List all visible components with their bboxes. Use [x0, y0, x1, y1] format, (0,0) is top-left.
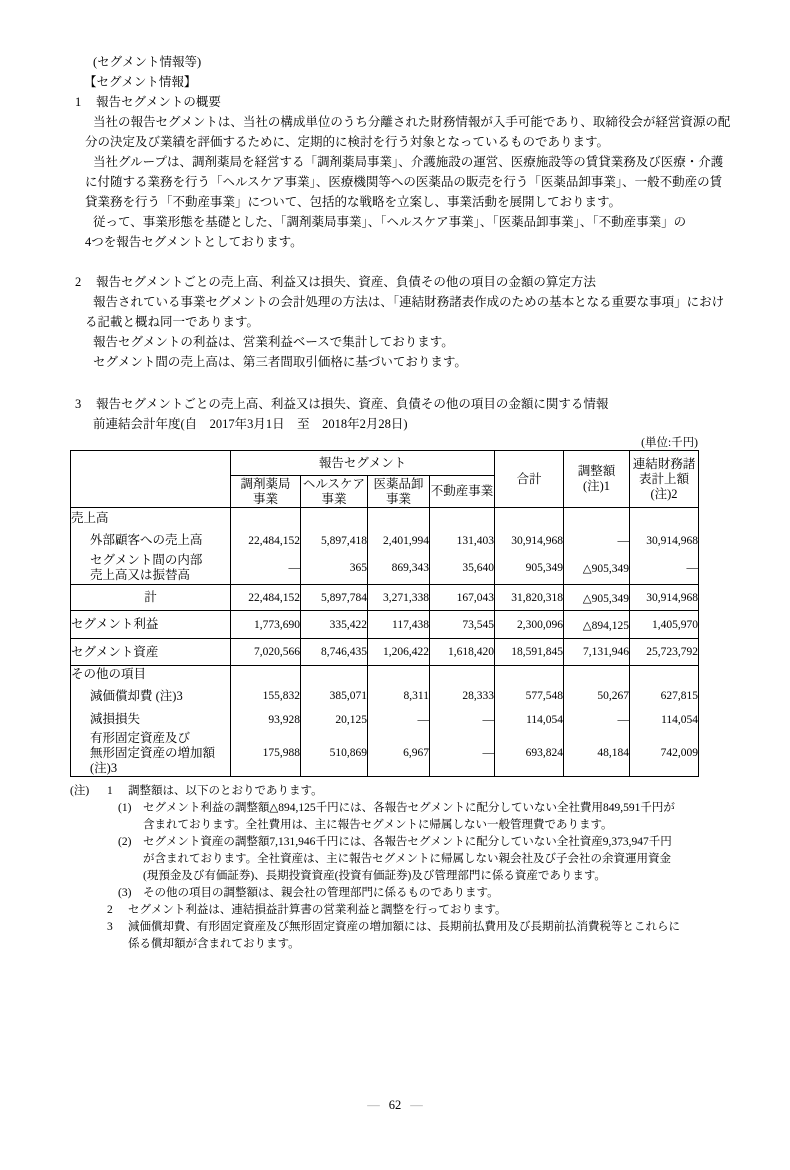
- header-reporting-segments: 報告セグメント: [231, 451, 495, 476]
- page-footer: [0, 1098, 790, 1113]
- paragraph-line: 報告セグメントの利益は、営業利益ベースで集計しております。: [93, 335, 454, 349]
- header-healthcare: ヘルスケア 事業: [301, 476, 368, 508]
- unit-label: (単位:千円): [641, 437, 698, 449]
- document-title: 【セグメント情報】: [84, 75, 197, 89]
- section-1-title: 報告セグメントの概要: [96, 95, 221, 109]
- table-header-row: [71, 451, 699, 476]
- table-row-impairment-loss: 減損損失 93,928 20,125 ― ― 114,054 ― 114,054: [71, 709, 699, 731]
- header-pharmacy: 調剤薬局 事業: [231, 476, 301, 508]
- paragraph-line: 分の決定及び業績を評価するために、定期的に検討を行う対象となっているものであります。: [85, 135, 610, 149]
- note-1-sub-3: (3) その他の項目の調整額は、親会社の管理部門に係るものであります。: [118, 886, 499, 899]
- paragraph-line: 当社の報告セグメントは、当社の構成単位のうち分離された財務情報が入手可能であり、取締役会が経営資源の配: [93, 115, 731, 129]
- note-marker: (注): [70, 784, 90, 797]
- table-row-other-items-section: その他の項目: [71, 666, 699, 684]
- note-3: 3 減価償却費、有形固定資産及び無形固定資産の増加額には、長期前払費用及び長期前払消費税等とこれらに: [107, 920, 680, 933]
- table-row-asset-increase: 有形固定資産及び 無形固定資産の増加額 (注)3 175,988 510,869 6,967 ― 693,824 48,184 742,009: [71, 731, 699, 777]
- section-1-number: 1: [75, 95, 82, 109]
- paragraph-line: 従って、事業形態を基礎とした、「調剤薬局事業」、「ヘルスケア事業」、「医薬品卸事業」、「不動産事業」の: [93, 215, 687, 229]
- note-1: (注) 1 調整額は、以下のとおりであります。: [70, 783, 790, 800]
- section-2-title: 報告セグメントごとの売上高、利益又は損失、資産、負債その他の項目の金額の算定方法: [96, 275, 596, 289]
- header-wholesale: 医薬品卸 事業: [368, 476, 430, 508]
- section-3-heading: [75, 394, 790, 414]
- section-3-title: 報告セグメントごとの売上高、利益又は損失、資産、負債その他の項目の金額に関する情報: [96, 397, 609, 411]
- table-row-segment-assets: セグメント資産 7,020,566 8,746,435 1,206,422 1,618,420 18,591,845 7,131,946 25,723,792: [71, 639, 699, 666]
- paragraph-line: 4つを報告セグメントとしております。: [85, 235, 303, 249]
- footer-dash: ―: [410, 1098, 423, 1112]
- table-row-total-sales: 計 22,484,152 5,897,784 3,271,338 167,043 31,820,318 △905,349 30,914,968: [71, 585, 699, 611]
- section-2-heading: [75, 272, 790, 292]
- paragraph-line: る記載と概ね同一であります。: [85, 315, 260, 329]
- page-number: 62: [388, 1098, 402, 1112]
- table-row-segment-profit: セグメント利益 1,773,690 335,422 117,438 73,545 2,300,096 △894,125 1,405,970: [71, 611, 699, 639]
- table-row-intersegment-sales: セグメント間の内部 売上高又は振替高 ― 365 869,343 35,640 905,349 △905,349 ―: [71, 553, 699, 585]
- section-1-heading: [75, 92, 790, 112]
- note-1-sub-2: (2) セグメント資産の調整額7,131,946千円には、各報告セグメントに配分していない全社資産9,373,947千円: [118, 835, 672, 848]
- document-page: [0, 52, 790, 1170]
- header-blank-cell: [71, 451, 231, 508]
- note-line: 含まれております。全社費用は、主に報告セグメントに帰属しない一般管理費であります。: [143, 818, 613, 831]
- segment-table: [70, 450, 699, 777]
- footer-dash: ―: [367, 1098, 380, 1112]
- header-adjustment: 調整額 (注)1: [564, 451, 630, 508]
- note-line: が含まれております。全社資産は、主に報告セグメントに帰属しない親会社及び子会社の余資運用資金: [143, 852, 671, 865]
- paragraph-line: 当社グループは、調剤薬局を経営する「調剤薬局事業」、介護施設の運営、医療施設等の賃貸業務及び医療・介護: [93, 155, 724, 169]
- header-total: 合計: [495, 451, 564, 508]
- header-consolidated: 連結財務諸 表計上額 (注)2: [630, 451, 699, 508]
- table-row-sales-section: 売上高: [71, 508, 699, 529]
- section-3-number: 3: [75, 397, 82, 411]
- note-line: 係る償却額が含まれております。: [128, 937, 300, 950]
- paragraph-line: 報告されている事業セグメントの会計処理の方法は、「連結財務諸表作成のための基本となる重要な事項」におけ: [93, 295, 725, 309]
- paragraph-line: セグメント間の売上高は、第三者間取引価格に基づいております。: [93, 355, 467, 369]
- page-content: [0, 52, 790, 1112]
- note-line: (現預金及び有価証券)、長期投資資産(投資有価証券)及び管理部門に係る資産であります。: [143, 869, 606, 882]
- note-2: 2 セグメント利益は、連結損益計算書の営業利益と調整を行っております。: [107, 903, 507, 916]
- fiscal-period: 前連結会計年度(自 2017年3月1日 至 2018年2月28日): [93, 417, 408, 431]
- paragraph-line: に付随する業務を行う「ヘルスケア事業」、医療機関等への医薬品の販売を行う「医薬品卸事業」、一般不動産の賃: [85, 175, 723, 189]
- note-1-sub-1: (1) セグメント利益の調整額△894,125千円には、各報告セグメントに配分していない全社費用849,591千円が: [118, 801, 675, 814]
- paragraph-line: 貸業務を行う「不動産事業」について、包括的な戦略を立案し、事業活動を展開しております。: [85, 195, 622, 209]
- header-realestate: 不動産事業: [430, 476, 495, 508]
- section-2-number: 2: [75, 275, 82, 289]
- notes: [0, 783, 790, 953]
- document-subtitle: (セグメント情報等): [93, 55, 202, 69]
- table-row-external-sales: 外部顧客への売上高 22,484,152 5,897,418 2,401,994 131,403 30,914,968 ― 30,914,968: [71, 529, 699, 553]
- table-row-depreciation: 減価償却費 (注)3 155,832 385,071 8,311 28,333 577,548 50,267 627,815: [71, 684, 699, 709]
